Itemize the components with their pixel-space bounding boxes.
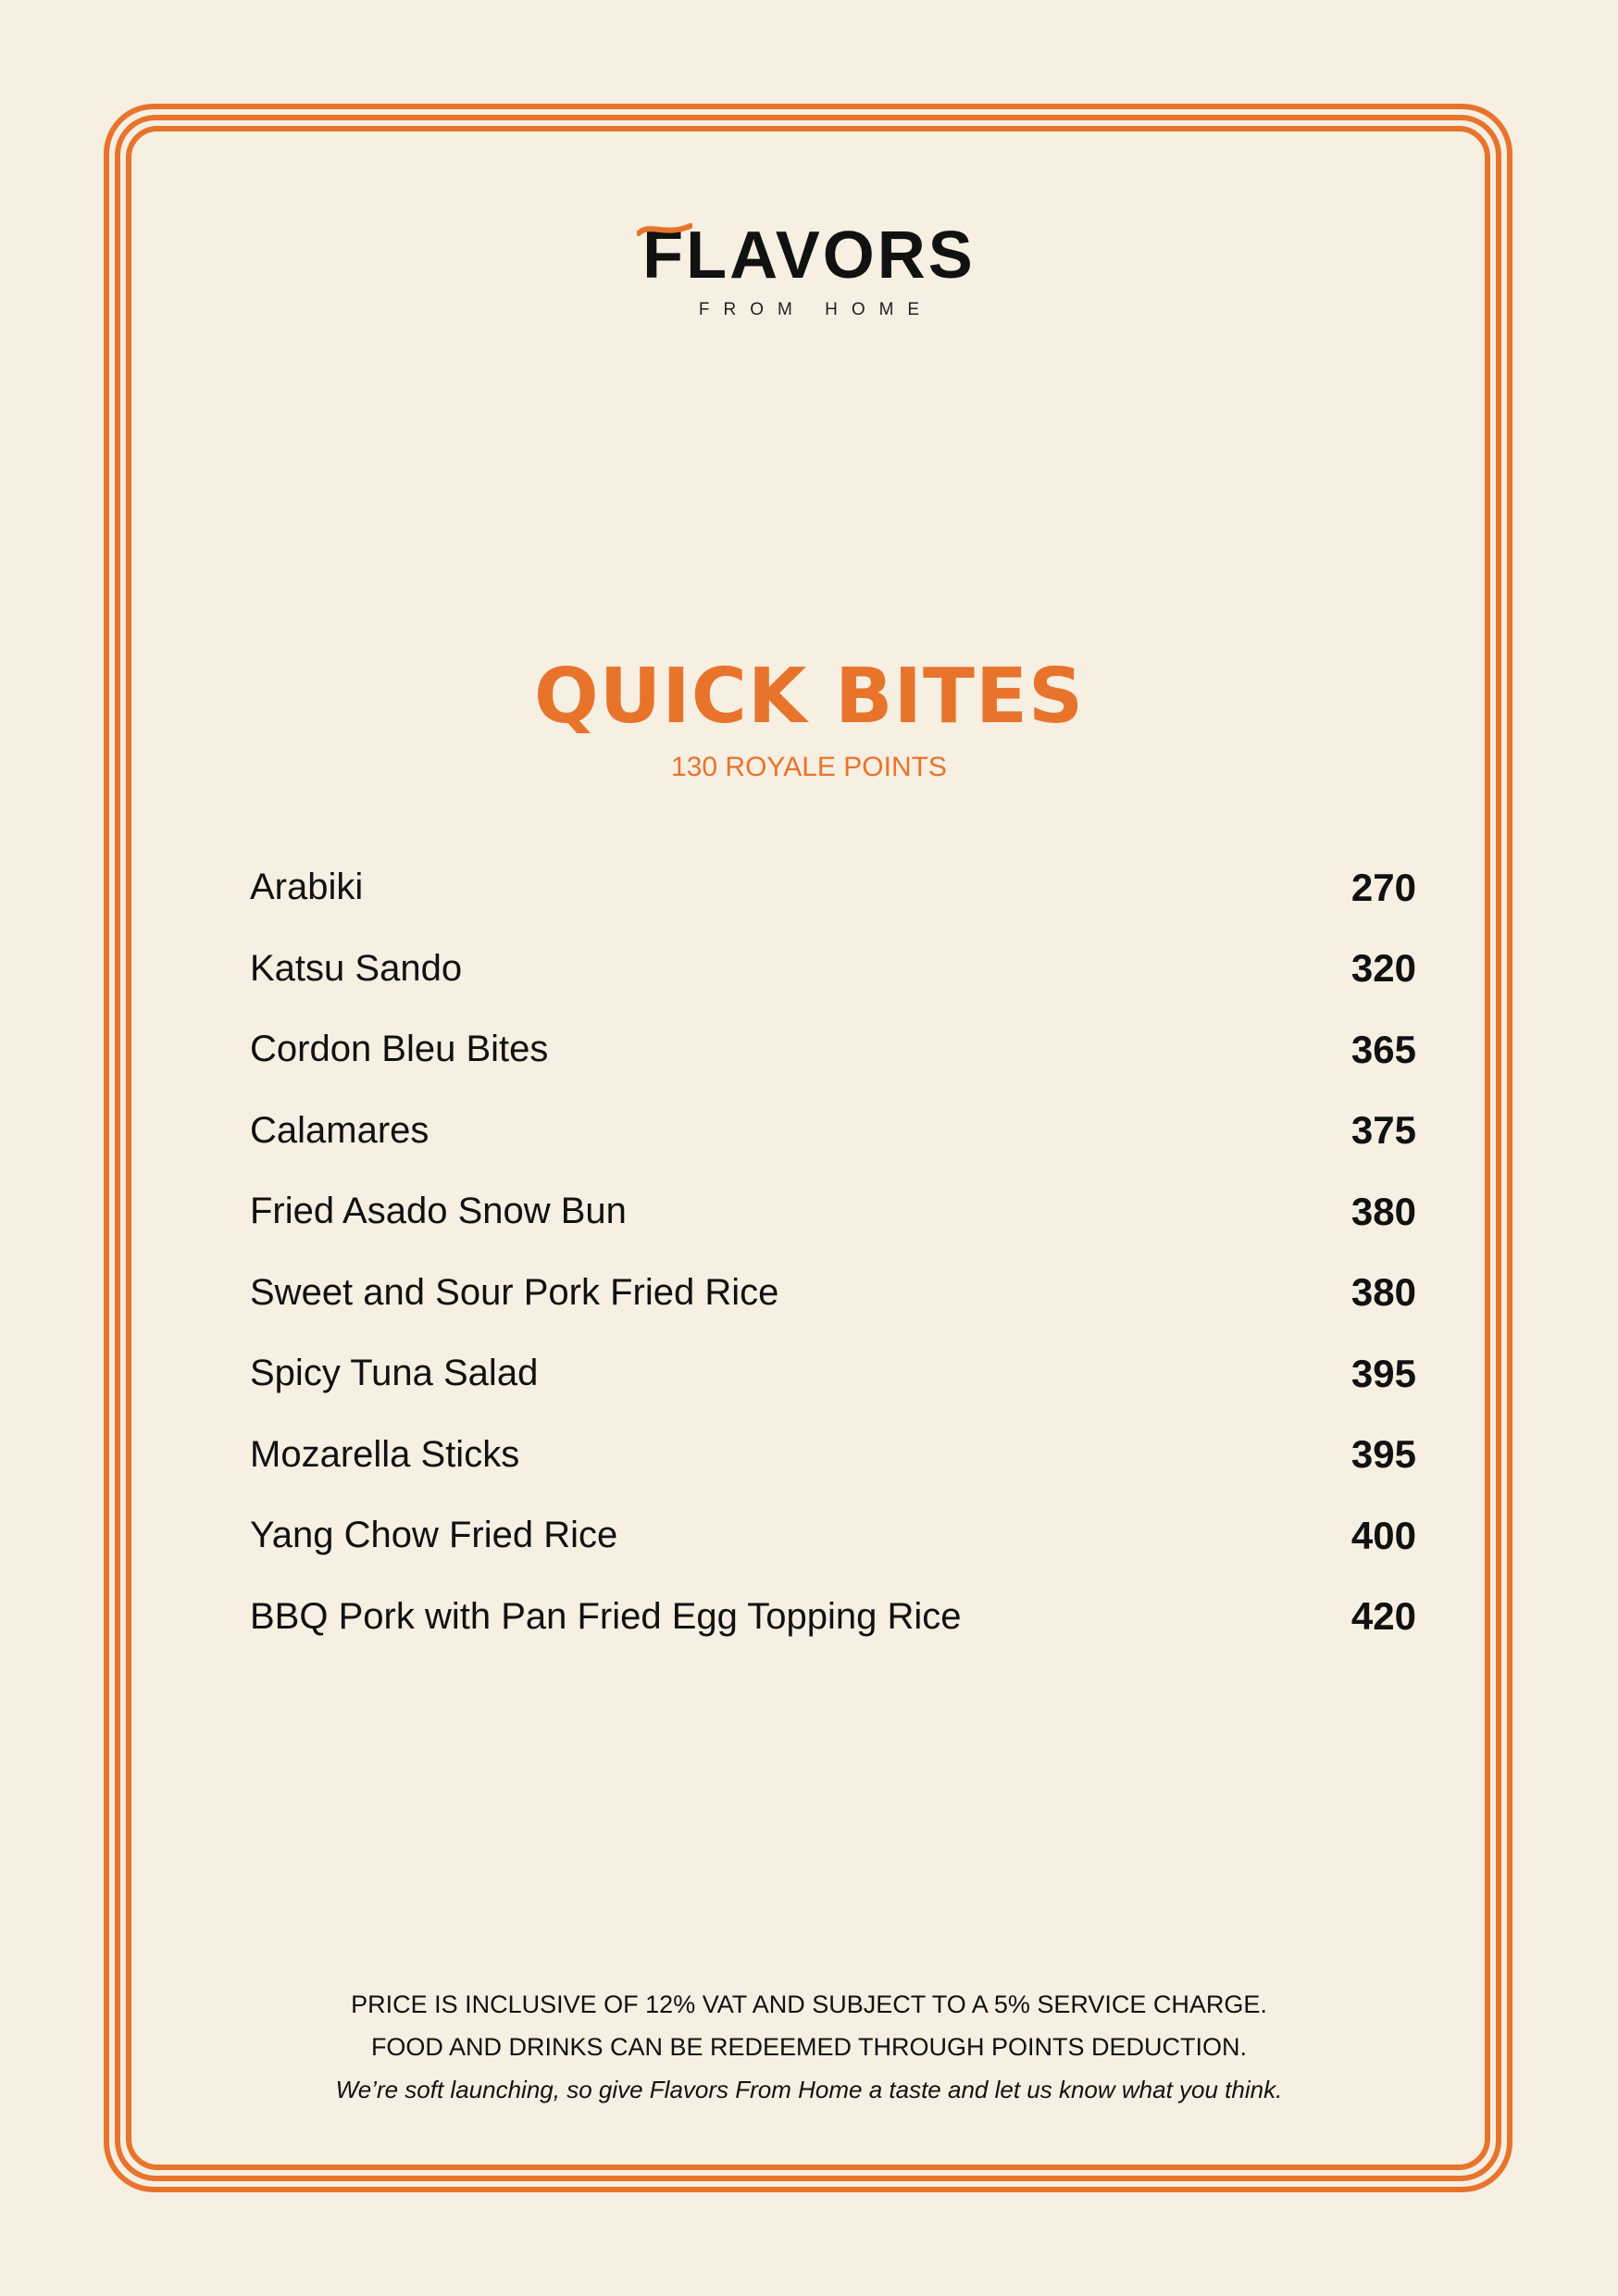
swoosh-icon	[637, 220, 692, 239]
menu-item	[250, 929, 1416, 1010]
section-subtitle: 130 ROYALE POINTS	[671, 752, 947, 782]
menu-item	[250, 1415, 1416, 1496]
item-price: 395	[1350, 1432, 1416, 1477]
brand-tagline: FROM HOME	[698, 300, 934, 319]
item-name: Cordon Bleu Bites	[250, 1029, 549, 1070]
item-name: Yang Chow Fried Rice	[250, 1515, 618, 1556]
item-name: Fried Asado Snow Bun	[250, 1191, 627, 1232]
item-price: 400	[1350, 1513, 1416, 1557]
menu-item	[250, 1253, 1416, 1334]
section-title: QUICK BITES	[533, 653, 1085, 741]
item-name: Calamares	[250, 1109, 429, 1151]
item-name: Spicy Tuna Salad	[250, 1353, 539, 1394]
item-price: 320	[1350, 946, 1416, 991]
brand-logo	[0, 218, 1618, 320]
menu-item	[250, 1091, 1416, 1172]
menu-item	[250, 1495, 1416, 1577]
item-name: Sweet and Sour Pork Fried Rice	[250, 1271, 779, 1313]
brand-name: FLAVORS	[642, 218, 976, 293]
menu-item	[250, 1171, 1416, 1253]
item-price: 380	[1350, 1270, 1416, 1315]
item-name: BBQ Pork with Pan Fried Egg Topping Rice	[250, 1595, 962, 1637]
menu-item	[250, 1577, 1416, 1658]
item-price: 375	[1350, 1108, 1416, 1153]
item-name: Katsu Sando	[250, 947, 463, 989]
menu-item	[250, 1009, 1416, 1091]
brand-wordmark	[642, 218, 976, 293]
item-name: Arabiki	[250, 867, 364, 908]
item-name: Mozarella Sticks	[250, 1433, 520, 1475]
footer-vat-note: PRICE IS INCLUSIVE OF 12% VAT AND SUBJECT TO A 5% SERVICE CHARGE.	[351, 1990, 1267, 2018]
item-price: 270	[1350, 865, 1416, 909]
item-price: 420	[1350, 1594, 1416, 1639]
footer-points-note: FOOD AND DRINKS CAN BE REDEEMED THROUGH POINTS DEDUCTION.	[370, 2033, 1248, 2061]
item-price: 395	[1350, 1351, 1416, 1395]
item-price: 365	[1350, 1027, 1416, 1071]
footer	[0, 1983, 1618, 2111]
menu-item	[250, 1333, 1416, 1415]
item-price: 380	[1350, 1189, 1416, 1233]
footer-soft-launch-note: We’re soft launching, so give Flavors From Home a taste and let us know what you think.	[335, 2076, 1283, 2103]
menu-list	[250, 847, 1416, 1657]
menu-item	[250, 847, 1416, 929]
